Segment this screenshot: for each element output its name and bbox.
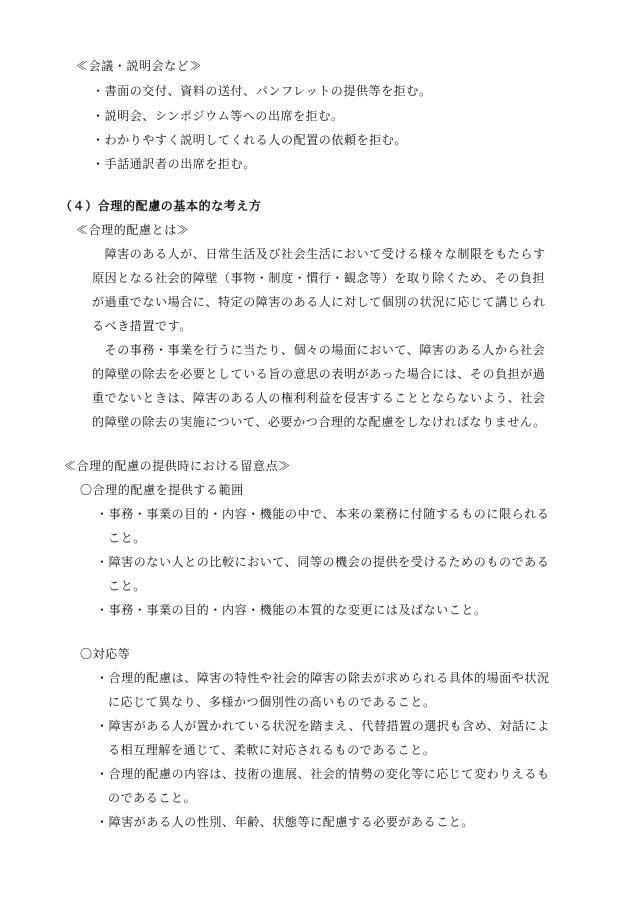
paragraph-line: 重でないときは、障害のある人の権利利益を侵害することとならないよう、社会 xyxy=(92,391,546,405)
meetings-bullet: ・説明会、シンポジウム等への出席を拒む。 xyxy=(92,109,344,123)
paragraph-line: 的障壁の除去を必要としている旨の意思の表明があった場合には、その負担が過 xyxy=(92,367,546,381)
scope-item-line: こと。 xyxy=(108,579,146,593)
meetings-bullet: ・手話通訳者の出席を拒む。 xyxy=(92,157,256,171)
paragraph-line: その事務・事業を行うに当たり、個々の場面において、障害のある人から社会 xyxy=(92,343,546,357)
meetings-heading: ≪会議・説明会など≫ xyxy=(76,59,203,73)
scope-item-line: ・事務・事業の目的・内容・機能の中で、本来の業務に付随するものに限られる xyxy=(96,507,550,521)
meetings-bullet: ・わかりやすく説明してくれる人の配置の依頼を拒む。 xyxy=(92,133,408,147)
paragraph-line: 障害のある人が、日常生活及び社会生活において受ける様々な制限をもたらす xyxy=(92,247,546,261)
response-item-line: のであること。 xyxy=(108,791,197,805)
paragraph-line: るべき措置です。 xyxy=(92,319,192,333)
meetings-bullet: ・書面の交付、資料の送付、パンフレットの提供等を拒む。 xyxy=(92,84,432,98)
scope-title: 〇合理的配慮を提供する範囲 xyxy=(80,483,244,497)
response-item-line: に応じて異なり、多様かつ個別性の高いものであること。 xyxy=(108,695,436,709)
response-item-line: ・障害がある人が置かれている状況を踏まえ、代替措置の選択も含め、対話によ xyxy=(96,719,550,733)
response-item-line: る相互理解を通じて、柔軟に対応されるものであること。 xyxy=(108,743,436,757)
paragraph-line: 的障壁の除去の実施について、必要かつ合理的な配慮をしなければなりません。 xyxy=(92,415,546,429)
response-item-line: ・障害がある人の性別、年齢、状態等に配慮する必要があること。 xyxy=(96,815,475,829)
scope-item-line: ・事務・事業の目的・内容・機能の本質的な変更には及ばないこと。 xyxy=(96,603,487,617)
response-item-line: ・合理的配慮の内容は、技術の進展、社会的情勢の変化等に応じて変わりえるも xyxy=(96,767,550,781)
section-title: （４）合理的配慮の基本的な考え方 xyxy=(60,199,262,213)
response-title: 〇対応等 xyxy=(80,647,131,661)
paragraph-line: 原因となる社会的障壁（事物・制度・慣行・観念等）を取り除くため、その負担 xyxy=(92,271,546,285)
section-subheading: ≪合理的配慮とは≫ xyxy=(76,223,190,237)
scope-item-line: ・障害のない人との比較において、同等の機会の提供を受けるためのものである xyxy=(96,555,550,569)
scope-item-line: こと。 xyxy=(108,531,146,545)
paragraph-line: が過重でない場合に、特定の障害のある人に対して個別の状況に応じて講じられ xyxy=(92,295,546,309)
notes-heading: ≪合理的配慮の提供時における留意点≫ xyxy=(64,459,291,473)
response-item-line: ・合理的配慮は、障害の特性や社会的障害の除去が求められる具体的場面や状況 xyxy=(96,671,550,685)
